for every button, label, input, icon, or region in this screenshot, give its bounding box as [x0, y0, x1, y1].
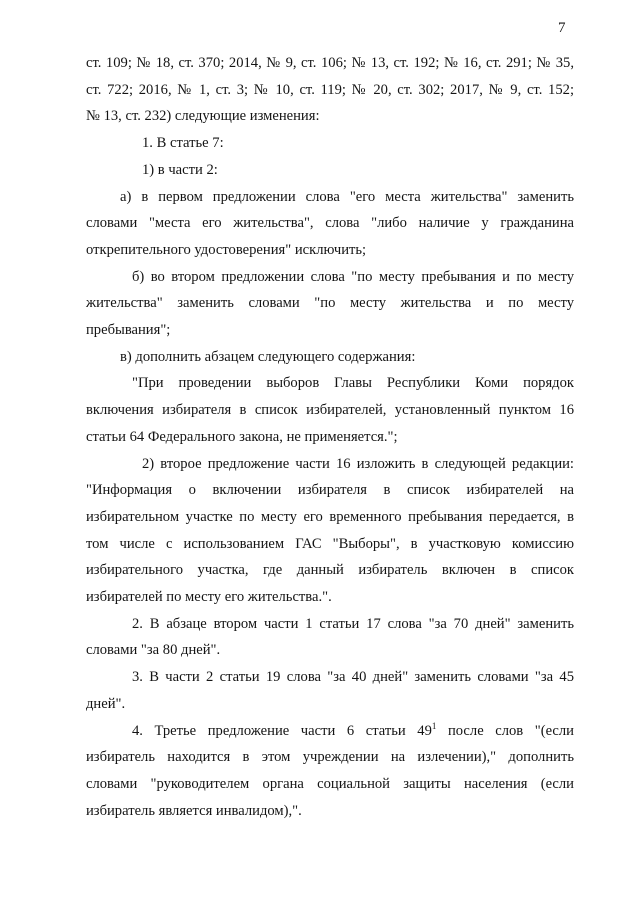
text-line: словами "места его жительства", слова "либо наличие у гражданина: [86, 215, 574, 232]
text-line: 2) второе предложение части 16 изложить в следующей редакции:: [142, 455, 574, 472]
text-line: жительства" заменить словами "по месту жительства и по месту: [86, 295, 574, 312]
text-line: 2. В абзаце втором части 1 статьи 17 слова "за 70 дней" заменить: [132, 615, 574, 632]
text-line: словами "руководителем органа социальной защиты населения (если: [86, 775, 574, 792]
text-line: "Информация о включении избирателя в список избирателей на: [86, 482, 574, 499]
text-line: дней".: [86, 695, 126, 712]
text-line: пребывания";: [86, 322, 171, 339]
article-heading: 1. В статье 7:: [142, 135, 224, 152]
text-line: б) во втором предложении слова "по месту пребывания и по месту: [132, 268, 574, 285]
text-line: ст. 109; № 18, ст. 370; 2014, № 9, ст. 106; № 13, ст. 192; № 16, ст. 291; № 35,: [86, 55, 574, 71]
part-heading: 1) в части 2:: [142, 161, 218, 178]
text-line: № 13, ст. 232) следующие изменения:: [86, 108, 320, 125]
text-line: словами "за 80 дней".: [86, 642, 221, 659]
page-number: 7: [558, 20, 566, 36]
text-line: включения избирателя в список избирателей, установленный пунктом 16: [86, 402, 574, 419]
text-fragment: 4. Третье предложение части 6 статьи 49: [132, 722, 432, 739]
text-fragment: после слов "(если: [436, 722, 574, 739]
text-line: ст. 722; 2016, № 1, ст. 3; № 10, ст. 119; № 20, ст. 302; 2017, № 9, ст. 152;: [86, 81, 574, 98]
superscript: 1: [431, 720, 437, 731]
text-line: избирательного участка, где данный избиратель включен в список: [86, 562, 574, 579]
text-line: избирательном участке по месту его временного пребывания передается, в: [86, 508, 574, 525]
text-line: "При проведении выборов Главы Республики Коми порядок: [132, 375, 574, 392]
document-body: [86, 50, 574, 824]
text-line: избиратель находится в этом учреждении на излечении)," дополнить: [86, 749, 574, 766]
text-line: [86, 718, 574, 745]
text-line: статьи 64 Федерального закона, не применяется.";: [86, 428, 398, 445]
text-line: избирателей по месту его жительства.".: [86, 589, 332, 606]
text-line: 3. В части 2 статьи 19 слова "за 40 дней" заменить словами "за 45: [132, 669, 574, 686]
text-line: открепительного удостоверения" исключить;: [86, 241, 367, 258]
text-line: том числе с использованием ГАС "Выборы", в участковую комиссию: [86, 535, 574, 552]
text-line: в) дополнить абзацем следующего содержания:: [120, 348, 416, 365]
text-line: а) в первом предложении слова "его места жительства" заменить: [120, 188, 574, 205]
text-line: избиратель является инвалидом),".: [86, 802, 302, 819]
